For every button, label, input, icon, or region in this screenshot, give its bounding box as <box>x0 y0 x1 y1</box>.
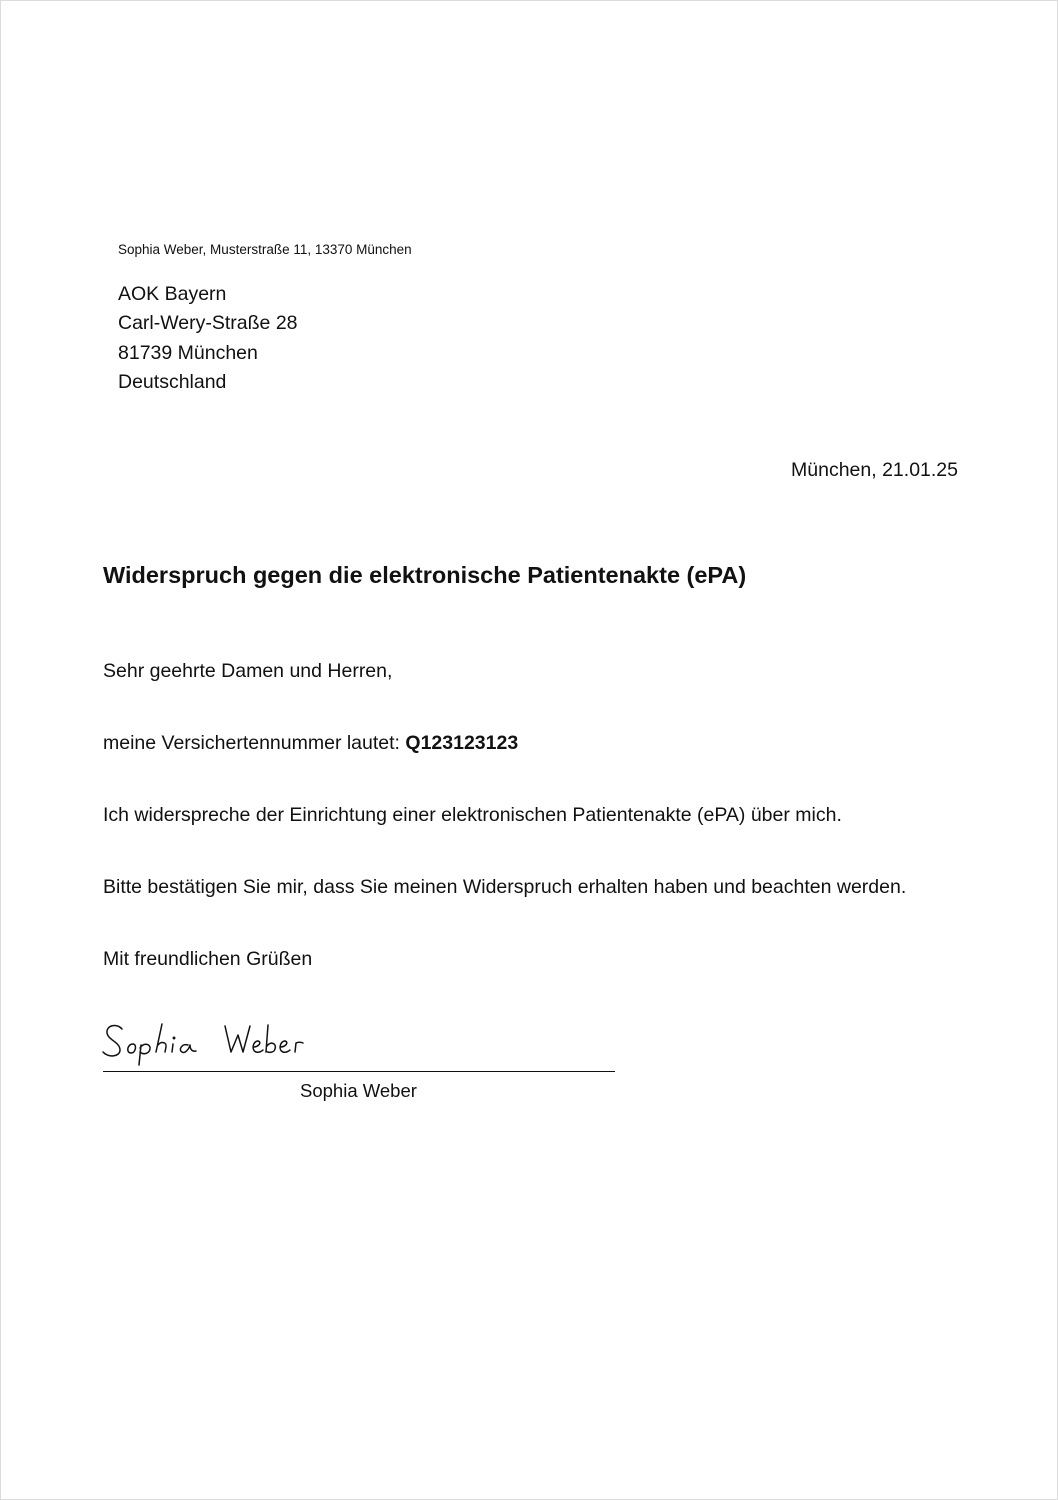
recipient-line-1: AOK Bayern <box>118 283 227 305</box>
insurance-number-paragraph <box>103 732 518 755</box>
handwritten-signature <box>100 1015 330 1069</box>
recipient-line-2: Carl-Wery-Straße 28 <box>118 312 298 335</box>
insurance-number-intro: meine Versichertennummer lautet: <box>103 732 406 754</box>
letter-subject: Widerspruch gegen die elektronische Patientenakte (ePA) <box>103 562 747 588</box>
sender-address-line: Sophia Weber, Musterstraße 11, 13370 München <box>118 242 412 257</box>
salutation: Sehr geehrte Damen und Herren, <box>103 660 393 682</box>
confirmation-request-paragraph: Bitte bestätigen Sie mir, dass Sie meinen Widerspruch erhalten haben und beachten werden. <box>103 876 907 898</box>
recipient-line-4: Deutschland <box>118 370 227 393</box>
signature-line <box>103 1071 615 1072</box>
date-line: München, 21.01.25 <box>791 459 958 481</box>
recipient-address <box>118 280 298 397</box>
closing-phrase: Mit freundlichen Grüßen <box>103 948 313 970</box>
signer-name: Sophia Weber <box>300 1080 417 1101</box>
recipient-line-3: 81739 München <box>118 341 258 364</box>
objection-paragraph: Ich widerspreche der Einrichtung einer elektronischen Patientenakte (ePA) über mich. <box>103 804 842 826</box>
insurance-number: Q123123123 <box>405 732 519 754</box>
